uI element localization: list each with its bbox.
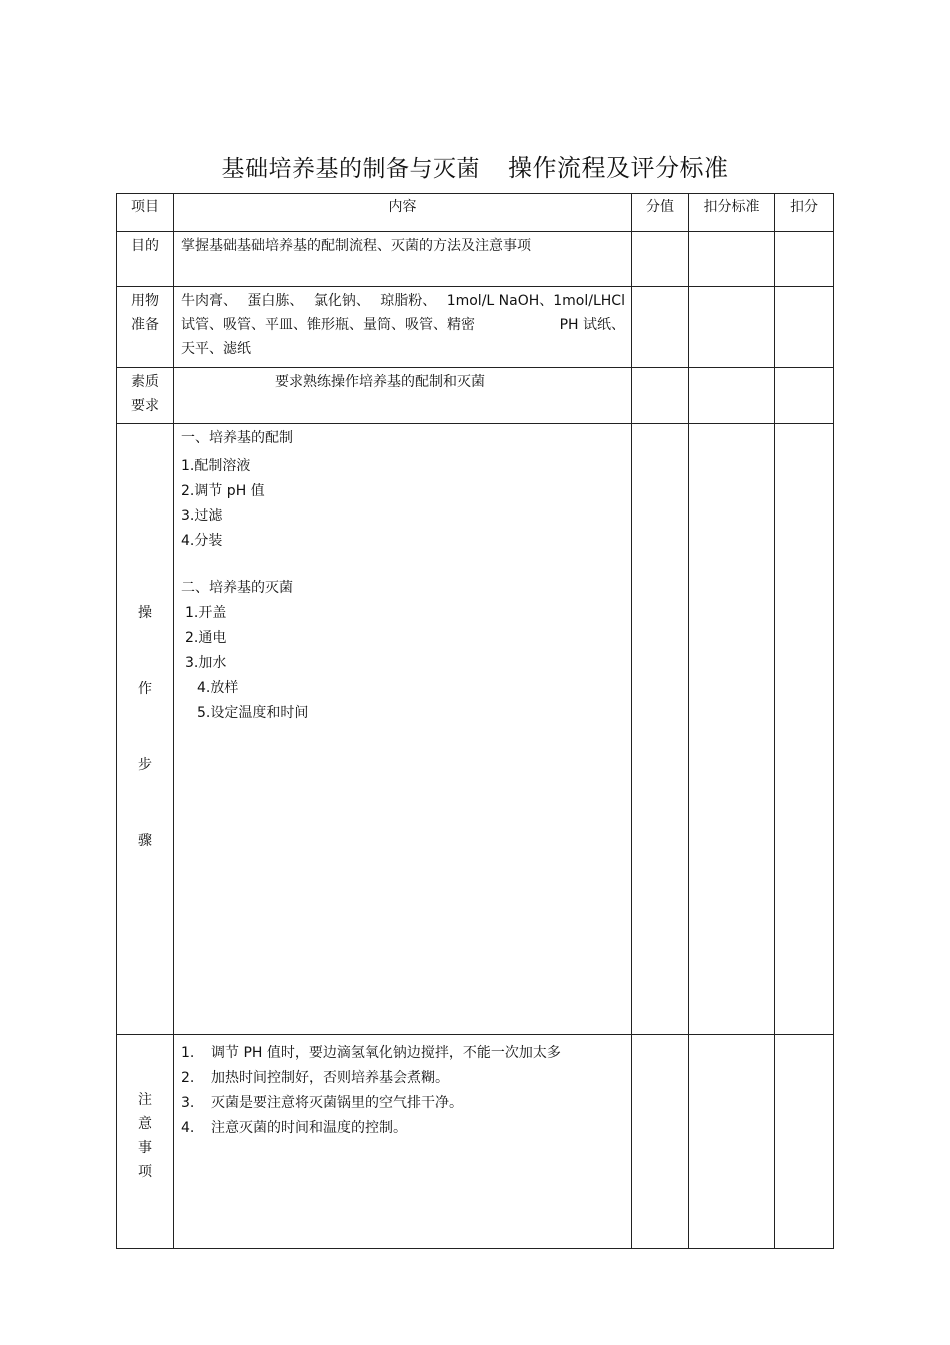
header-deduction: 扣分 (775, 194, 834, 232)
list-item: 2.调节 pH 值 (181, 483, 265, 499)
list-item: 1. 调节 PH 值时，要边滴氢氧化钠边搅拌，不能一次加太多 (181, 1045, 561, 1061)
list-item: 3.过滤 (181, 508, 223, 524)
row-label-notes: 注 意 事 项 (117, 1035, 174, 1249)
list-item: 4.放样 (197, 680, 239, 696)
row-label-goal: 目的 (117, 232, 174, 287)
quality-content: 要求熟练操作培养基的配制和灭菌 (174, 368, 632, 424)
deduction-cell (775, 1035, 834, 1249)
table-row (117, 368, 834, 424)
list-item: 4. 注意灭菌的时间和温度的控制。 (181, 1120, 407, 1136)
row-label-quality: 素质 要求 (117, 368, 174, 424)
criteria-cell (689, 232, 775, 287)
list-item: 3.加水 (185, 655, 227, 671)
list-item: 2. 加热时间控制好，否则培养基会煮糊。 (181, 1070, 449, 1086)
score-cell (632, 232, 689, 287)
materials-content (174, 287, 632, 368)
list-item: 1.开盖 (185, 605, 227, 621)
header-score: 分值 (632, 194, 689, 232)
materials-line-2: 试管、吸管、平皿、锥形瓶、量筒、吸管、精密 PH 试纸、 (181, 317, 625, 333)
deduction-cell (775, 368, 834, 424)
table-row (117, 232, 834, 287)
steps-content (174, 424, 632, 1035)
header-row (117, 194, 834, 232)
list-item: 2.通电 (185, 630, 227, 646)
title-part1: 基础培养基的制备与灭菌 (221, 156, 480, 182)
table-row (117, 1035, 834, 1249)
deduction-cell (775, 287, 834, 368)
criteria-cell (689, 368, 775, 424)
row-label-steps: 操 作 步 骤 (117, 424, 174, 1035)
materials-line-1: 牛肉膏、 蛋白胨、 氯化钠、 琼脂粉、 1mol/L NaOH、1mol/LHCl (181, 293, 625, 309)
header-deduction-criteria: 扣分标准 (689, 194, 775, 232)
deduction-cell (775, 424, 834, 1035)
header-content: 内容 (174, 194, 632, 232)
header-item: 项目 (117, 194, 174, 232)
criteria-cell (689, 424, 775, 1035)
scoring-table (116, 193, 834, 1249)
deduction-cell (775, 232, 834, 287)
criteria-cell (689, 287, 775, 368)
title-part2: 操作流程及评分标准 (508, 154, 729, 182)
score-cell (632, 1035, 689, 1249)
list-item: 5.设定温度和时间 (197, 705, 309, 721)
notes-content (174, 1035, 632, 1249)
goal-content: 掌握基础基础培养基的配制流程、灭菌的方法及注意事项 (174, 232, 632, 287)
list-item: 3. 灭菌是要注意将灭菌锅里的空气排干净。 (181, 1095, 463, 1111)
section-heading: 一、培养基的配制 (181, 430, 293, 446)
table-row (117, 424, 834, 1035)
document-title (0, 148, 950, 183)
criteria-cell (689, 1035, 775, 1249)
row-label-materials: 用物 准备 (117, 287, 174, 368)
score-cell (632, 424, 689, 1035)
score-cell (632, 368, 689, 424)
table-row (117, 287, 834, 368)
section-heading: 二、培养基的灭菌 (181, 580, 293, 596)
list-item: 4.分装 (181, 533, 223, 549)
list-item: 1.配制溶液 (181, 458, 251, 474)
score-cell (632, 287, 689, 368)
materials-line-3: 天平、滤纸 (181, 341, 251, 357)
